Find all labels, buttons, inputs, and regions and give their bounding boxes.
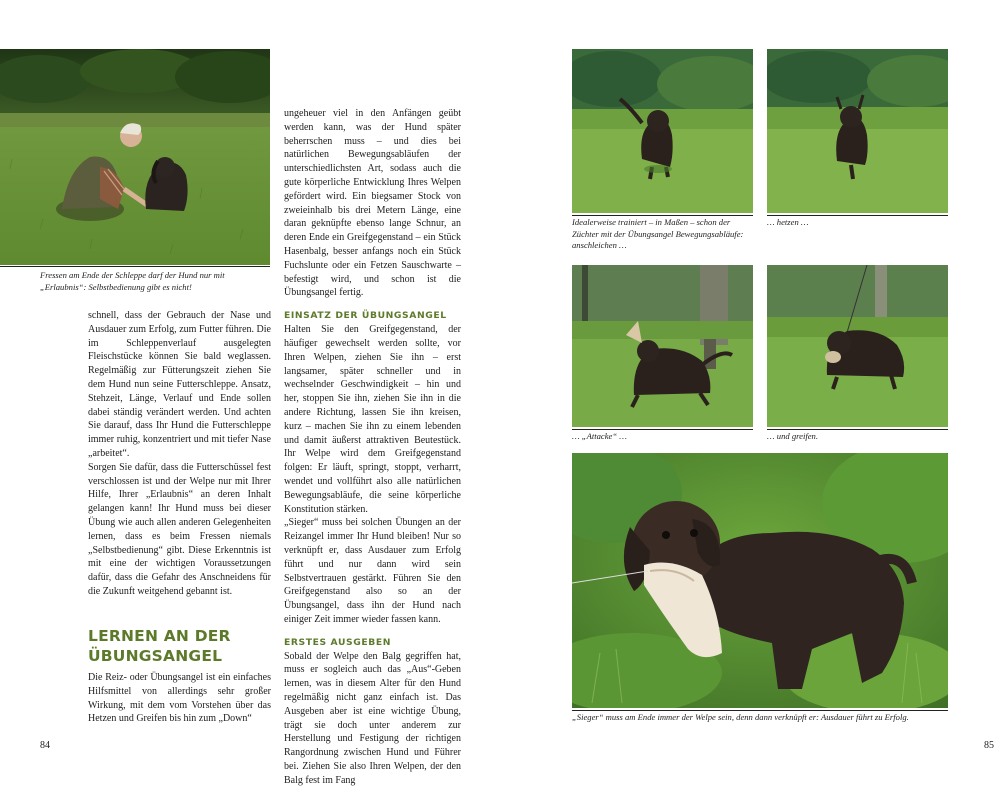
section-heading: LERNEN AN DER ÜBUNGSANGEL: [88, 627, 231, 665]
caption-rule: [572, 710, 948, 711]
photo-puppy-greifen: [767, 265, 948, 427]
photo-handler-with-dog: [0, 49, 270, 265]
paragraph: schnell, dass der Gebrauch der Nase und Ausdauer zum Erfolg, zum Futter führen. Die im Schleppenverlauf ausgelegten Fleischstücke können Sie bald weglassen. Regelmäßig zur Fütterungszeit ziehen Sie dem Hund nun seine Futterschleppe. Ansatz, Stehzeit, Länge, Verlauf und Ende sollen dabei ständig verändert werden. Und achten Sie darauf, dass Ihr Hund die Futterschleppe immer ruhig, konzentriert und mit tiefer Nase „arbeitet“.: [88, 310, 271, 459]
photo-puppy-attacke: [572, 265, 753, 427]
paragraph: „Sieger“ muss bei solchen Übungen an der Reizangel immer Ihr Hund bleiben! Nur so verknüpft er, dass Ausdauer zum Erfolg führt und nur dann wird sein Selbstvertrauen gestärkt. Führen Sie den Greifgegenstand also so an der Übungsangel, dass ihn der Hund nach einiger Zeit immer wieder fassen kann.: [284, 517, 461, 625]
page-number-left: 84: [40, 740, 50, 751]
photo-caption-2: … hetzen …: [767, 217, 809, 227]
caption-rule: [572, 215, 753, 216]
photo-caption-3: … „Attacke“ …: [572, 431, 627, 441]
paragraph: Halten Sie den Greifgegenstand, der häufiger gewechselt werden sollte, vor Ihren Welpen, ziehen Sie ihn – erst langsamer, später schneller und in wechselnder Geschwindigkeit – hin und her, stoppen Sie ihn, ziehen Sie ihn in die andere Richtung, lassen Sie ihn kreisen, kurz – machen Sie ihn zu einem lebenden und damit äußerst attraktiven Beutestück. Ihr Welpe wird dem Greifgegenstand folgen: Er läuft, springt, stoppt, verharrt, wendet und vollführt also alle natürlichen Bewegungsabläufe, die seine körperliche Konstitution stärken.: [284, 324, 461, 515]
text-column-1: [88, 309, 271, 599]
subheading-ausgeben: ERSTES AUSGEBEN: [284, 636, 392, 648]
photo-puppy-sieger: [572, 453, 948, 708]
page-number-right: 85: [984, 740, 994, 751]
caption-rule: [572, 429, 753, 430]
photo-caption-1: Idealerweise trainiert – in Maßen – schon der Züchter mit der Übungsangel Bewegungsabläufe: anschleichen …: [572, 217, 744, 250]
paragraph: ungeheuer viel in den Anfängen geübt werden kann, was der Hund später beherrschen muss – und dies bei natürlichen Bewegungsabläufen der unterschiedlichsten Art, sodass auch die gute körperliche Entwicklung Ihres Welpen gefördert wird. Ein biegsamer Stock von zweieinhalb bis drei Metern Länge, eine daran geknüpfte ebenso lange Schnur, an deren Ende ein Greifgegenstand – ein Stück Hasenbalg, besser anfangs noch ein Stück Fuchslunte oder ein Fetzen Sauschwarte – befestigt wird, und schon ist die Übungsangel fertig.: [284, 108, 461, 299]
photo-caption-left: Fressen am Ende der Schleppe darf der Hund nur mit „Erlaubnis“: Selbstbedienung gibt es nicht!: [40, 270, 225, 292]
photo-puppy-anschleichen: [572, 49, 753, 213]
paragraph: Sorgen Sie dafür, dass die Futterschüssel fest verschlossen ist und der Welpe nur mit Ihrer Hilfe, Ihrer „Erlaubnis“ an deren Inhalt gelangen kann! Ihr Hund muss bei dieser Übung wie auch allen anderen Gelegenheiten lernen, dass es beim Fressen niemals „Selbstbedienung“ gibt. Diese Erkenntnis ist mit eine der wichtigen Voraussetzungen dafür, dass die Gefahr des Anschneidens für die Zukunft weitgehend gebannt ist.: [88, 461, 271, 597]
caption-rule: [767, 215, 948, 216]
paragraph: Sobald der Welpe den Balg gegriffen hat, muss er sogleich auch das „Aus“-Geben lernen, was in diesem Alter für den Hund regelmäßig nicht ganz einfach ist. Das Ausgeben aber ist eine wichtige Übung, trägt sie doch unter anderem zur Herstellung und Festigung der richtigen Rangordnung zwischen Hund und Führer bei. Ziehen Sie also Ihren Welpen, der den Balg fest im Fang: [284, 650, 461, 786]
text-column-2: [284, 107, 461, 788]
caption-rule: [767, 429, 948, 430]
caption-rule: [0, 266, 270, 267]
photo-caption-5: „Sieger“ muss am Ende immer der Welpe sein, denn dann verknüpft er: Ausdauer führt zu Erfolg.: [572, 712, 909, 722]
photo-caption-4: … und greifen.: [767, 431, 818, 441]
subheading-einsatz: EINSATZ DER ÜBUNGSANGEL: [284, 310, 447, 322]
heading-paragraph: Die Reiz- oder Übungsangel ist ein einfaches Hilfsmittel von allerdings sehr großer Wirkung, mit dem vom Vorstehen über das Hetzen und Greifen bis hin zum „Down“: [88, 672, 271, 725]
photo-puppy-hetzen: [767, 49, 948, 213]
